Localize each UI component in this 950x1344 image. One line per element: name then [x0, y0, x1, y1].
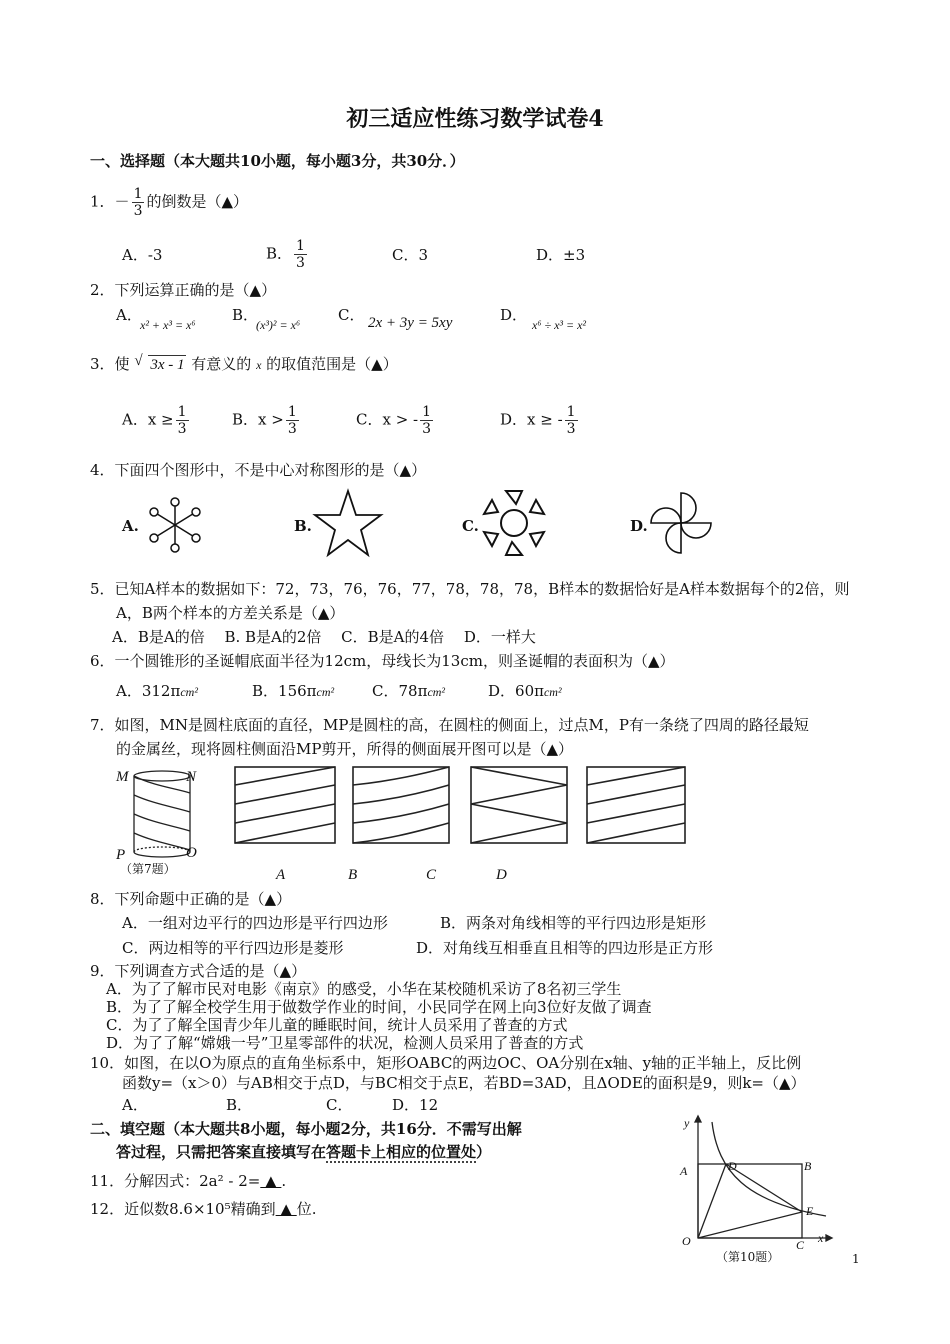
q10-coordinate-figure [676, 1112, 836, 1252]
q7-option-c-label: C [426, 867, 437, 883]
section-2-heading-line-2 [116, 1143, 491, 1161]
q3-stem [90, 355, 398, 374]
q4-label-a: A. [122, 517, 139, 535]
q10-label-a: A [680, 1164, 688, 1178]
q3-b-num: 1 [287, 404, 297, 420]
section-2-heading-line-1: 二、填空题（本大题共8小题，每小题2分，共16分．不需写出解 [90, 1120, 522, 1138]
q6-b-unit: cm² [316, 685, 335, 699]
q12-text: 12．近似数8.6×10⁵精确到 [90, 1200, 276, 1218]
q12-end: 位. [296, 1200, 317, 1218]
q4-figure-a [142, 496, 208, 554]
q7-option-a-figure [234, 766, 336, 846]
q2-option-c-expr: 2x + 3y = 5xy [368, 315, 453, 331]
section-2-part-a: 答过程，只需把答案直接填写在 [116, 1143, 327, 1161]
q8-option-c: C．两边相等的平行四边形是菱形 [122, 939, 344, 957]
q5-options: A．B是A的倍 B. B是A的2倍 C．B是A的4倍 D．一样大 [112, 628, 536, 646]
q2-stem: 2．下列运算正确的是（▲） [90, 281, 277, 299]
q10-label-c: C [796, 1238, 805, 1252]
q10-label-e: E [806, 1204, 814, 1218]
q7-option-b-label: B [348, 867, 358, 883]
q3-number: 3．使 [90, 355, 130, 373]
q1-b-num: 1 [296, 238, 305, 254]
q1-frac-num: 1 [133, 186, 143, 202]
q10-line-1: 10．如图，在以O为原点的直角坐标系中，矩形OABC的两边OC、OA分别在x轴、y轴的正半轴上，反比例 [90, 1054, 802, 1072]
q3-option-c [356, 404, 435, 437]
q1-option-d: D．±3 [536, 246, 586, 264]
q12 [90, 1200, 316, 1218]
q3-c-frac [420, 404, 433, 437]
q3-d-frac [565, 404, 578, 437]
q3-c-label: C．x > - [356, 410, 419, 429]
q7-option-a-label: A [276, 867, 286, 883]
q9-option-a: A．为了了解市民对电影《南京》的感受，小华在某校随机采访了8名初三学生 [106, 980, 622, 998]
q6-d-unit: cm² [543, 685, 562, 699]
section-2-emphasis: 答题卡上相应的位置处 [326, 1143, 477, 1161]
q3-a-num: 1 [177, 404, 187, 420]
q6-option-b [252, 682, 334, 701]
q6-a-text: A．312π [116, 682, 181, 700]
q11-text: 11．分解因式：2a² - 2= [90, 1172, 261, 1190]
q4-label-d: D. [630, 517, 648, 535]
q10-label-y: y [684, 1116, 690, 1130]
q9-option-b: B．为了了解全校学生用于做数学作业的时间，小民同学在网上向3位好友做了调查 [106, 998, 652, 1016]
q1-option-a: A．-3 [122, 246, 163, 264]
page-number: 1 [852, 1252, 860, 1266]
section-2-part-c: ） [476, 1143, 492, 1161]
q3-option-d [500, 404, 580, 437]
page-title: 初三适应性练习数学试卷4 [346, 106, 604, 132]
q8-option-b: B．两条对角线相等的平行四边形是矩形 [440, 914, 707, 932]
q3-var: x [256, 358, 262, 372]
q1-b-den: 3 [296, 255, 305, 271]
q2-option-d-expr: x⁶ ÷ x³ = x² [532, 318, 587, 332]
q4-figure-d [648, 490, 714, 556]
q7-label-n: N [186, 769, 197, 785]
q3-radicand: 3x - 1 [150, 357, 185, 373]
q7-label-o: O [186, 845, 197, 861]
q11 [90, 1172, 286, 1190]
q3-option-b [232, 404, 301, 437]
q7-option-b-figure [352, 766, 450, 846]
q3-a-label: A．x ≥ [122, 410, 174, 429]
q7-option-c-figure [470, 766, 568, 846]
q7-line-1: 7．如图，MN是圆柱底面的直径，MP是圆柱的高，在圆柱的侧面上，过点M，P有一条绕了四周的路径最短 [90, 716, 809, 734]
q7-option-d-figure [586, 766, 686, 846]
q7-line-2: 的金属丝，现将圆柱侧面沿MP剪开，所得的侧面展开图可以是（▲） [116, 740, 573, 758]
q2-option-b-expr: (x³)² = x⁶ [256, 318, 301, 332]
q3-b-den: 3 [287, 421, 297, 437]
q1-frac-den: 3 [133, 203, 143, 219]
q9-stem: 9．下列调查方式合适的是（▲） [90, 962, 307, 980]
sqrt-icon: √ [134, 353, 143, 369]
q6-c-text: C．78π [372, 682, 428, 700]
q1-minus: － [114, 192, 130, 211]
q11-blank: ▲ [260, 1172, 282, 1190]
q4-label-c: C. [462, 517, 479, 535]
q1-option-c: C．3 [392, 246, 429, 264]
q10-option-b: B． [226, 1096, 253, 1114]
q3-b-label: B．x > [232, 410, 284, 429]
q6-option-c [372, 682, 445, 701]
q6-stem: 6．一个圆锥形的圣诞帽底面半径为12cm，母线长为13cm，则圣诞帽的表面积为（▲） [90, 652, 675, 670]
q1-fraction [132, 186, 145, 219]
q10-option-c: C． [326, 1096, 353, 1114]
q1-option-b [266, 238, 309, 271]
q6-b-text: B．156π [252, 682, 317, 700]
q3-radical [134, 353, 186, 374]
q4-figure-b [312, 488, 384, 558]
q10-label-x: x [818, 1231, 824, 1245]
q1-number: 1． [90, 192, 115, 211]
q3-b-frac [286, 404, 299, 437]
q1-stem [90, 186, 248, 219]
q3-d-num: 1 [566, 404, 576, 420]
q10-label-o: O [682, 1234, 691, 1248]
q3-c-den: 3 [422, 421, 432, 437]
q10-caption: （第10题） [716, 1250, 780, 1264]
q3-post: 的取值范围是（▲） [266, 355, 398, 373]
q12-blank: ▲ [275, 1200, 297, 1218]
q6-option-a [116, 682, 198, 701]
q9-option-d: D．为了了解“嫦娥一号”卫星零部件的状况，检测人员采用了普查的方式 [106, 1034, 584, 1052]
q7-caption: （第7题） [120, 862, 176, 876]
q3-option-a [122, 404, 191, 437]
q1-option-b-fraction [294, 238, 307, 271]
q7-label-p: P [116, 847, 126, 863]
section-1-heading: 一、选择题（本大题共10小题，每小题3分，共30分．） [90, 152, 465, 170]
q2-option-a-expr: x² + x³ = x⁶ [140, 318, 196, 332]
q6-a-unit: cm² [180, 685, 198, 699]
q11-end: . [281, 1172, 287, 1190]
q4-stem: 4．下面四个图形中，不是中心对称图形的是（▲） [90, 461, 427, 479]
q4-label-b: B. [294, 517, 312, 535]
q2-option-b-label: B． [232, 306, 259, 324]
q2-option-a-label: A． [116, 306, 142, 324]
q3-mid: 有意义的 [191, 355, 252, 373]
q5-line-1: 5．已知A样本的数据如下：72，73，76，76，77，78，78，78，B样本的数据恰好是A样本数据每个的2倍，则 [90, 580, 850, 598]
q10-label-b: B [804, 1159, 812, 1173]
q7-option-d-label: D [496, 867, 507, 883]
q2-option-c-label: C． [338, 306, 365, 324]
q10-line-2: 函数y=（x＞0）与AB相交于点D，与BC相交于点E，若BD=3AD，且ΔODE的面积是9，则k=（▲） [122, 1074, 806, 1092]
q3-a-den: 3 [177, 421, 187, 437]
q7-label-m: M [116, 769, 129, 785]
q3-c-num: 1 [422, 404, 432, 420]
q2-option-d-label: D． [500, 306, 528, 324]
q3-d-label: D．x ≥ - [500, 410, 563, 429]
q3-a-frac [176, 404, 189, 437]
q6-c-unit: cm² [427, 685, 446, 699]
q8-option-a: A．一组对边平行的四边形是平行四边形 [122, 914, 388, 932]
q10-label-d: D [728, 1159, 737, 1173]
q5-line-2: A，B两个样本的方差关系是（▲） [116, 604, 345, 622]
q3-d-den: 3 [566, 421, 576, 437]
q10-option-a: A． [122, 1096, 148, 1114]
q8-option-d: D．对角线互相垂直且相等的四边形是正方形 [416, 939, 714, 957]
q6-d-text: D．60π [488, 682, 544, 700]
q8-stem: 8．下列命题中正确的是（▲） [90, 890, 292, 908]
q9-option-c: C．为了了解全国青少年儿童的睡眠时间，统计人员采用了普查的方式 [106, 1016, 568, 1034]
q4-figure-c [478, 488, 550, 558]
q10-option-d: D．12 [392, 1096, 439, 1114]
q1-option-b-label: B． [266, 244, 293, 263]
q6-option-d [488, 682, 562, 701]
q1-post: 的倒数是（▲） [146, 192, 249, 211]
